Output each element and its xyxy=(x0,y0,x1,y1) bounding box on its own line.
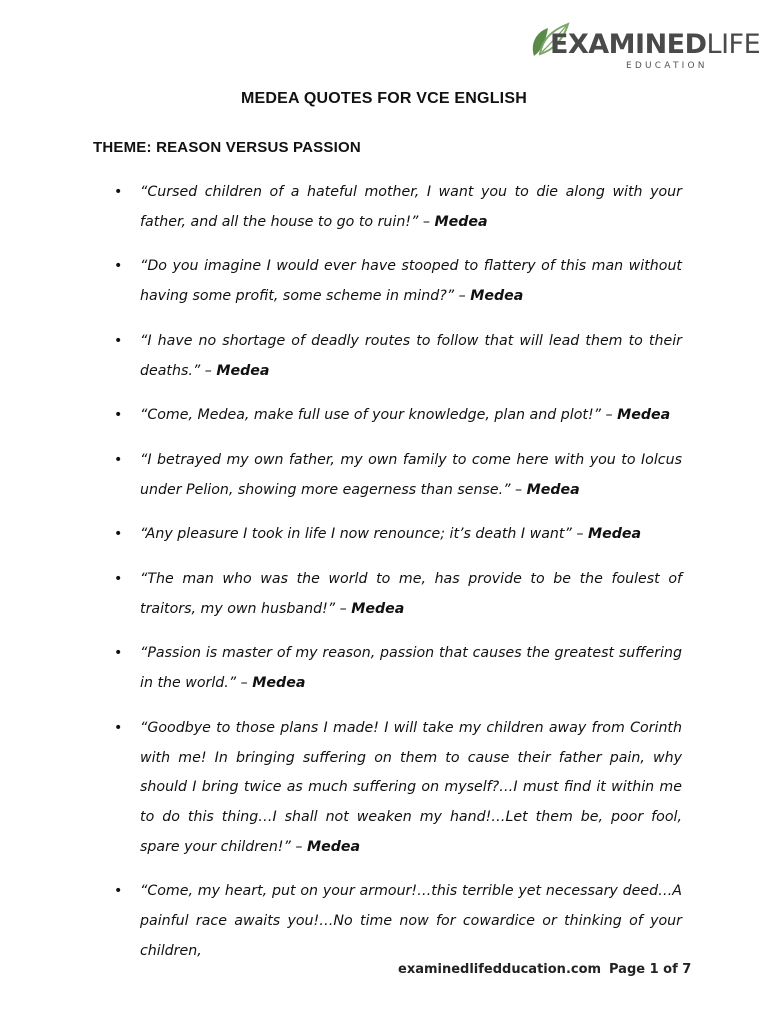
quote-item xyxy=(112,401,682,431)
quote-text: “Goodbye to those plans I made! I will take my children away from Corinth with me! In bringing suffering on them to cause their father pain, why should I bring twice as much suffering on myself?…I must find it within me to do this thing…I shall not weaken my hand!…Let them be, poor fool, spare your children!” xyxy=(140,719,682,855)
quote-speaker: Medea xyxy=(526,481,580,498)
quote-separator: – xyxy=(571,526,588,543)
quote-speaker: Medea xyxy=(434,213,488,230)
quote-text: “The man who was the world to me, has provide to be the foulest of traitors, my own husband!” xyxy=(140,571,682,617)
quote-separator: – xyxy=(290,838,307,855)
quote-text: “I have no shortage of deadly routes to follow that will lead them to their deaths.” xyxy=(140,332,682,379)
quote-text: “Come, Medea, make full use of your knowledge, plan and plot!” xyxy=(140,407,601,424)
quote-item xyxy=(112,714,682,863)
logo-word-light: LIFE xyxy=(706,29,761,60)
quote-speaker: Medea xyxy=(351,600,405,617)
footer-page-number: Page 1 of 7 xyxy=(609,962,692,977)
quote-text: “Do you imagine I would ever have stooped to flattery of this man without having some profit, some scheme in mind?” xyxy=(140,258,682,305)
quote-item xyxy=(112,446,682,505)
brand-logo xyxy=(528,18,761,74)
quote-speaker: Medea xyxy=(252,675,306,692)
quote-text: “Cursed children of a hateful mother, I want you to die along with your father, and all the house to go to ruin!” xyxy=(140,184,682,230)
logo-subtitle: EDUCATION xyxy=(626,61,708,71)
quote-separator: – xyxy=(236,675,253,692)
quote-text: “Come, my heart, put on your armour!…this terrible yet necessary deed…A painful race awaits you!…No time now for cowardice or thinking of your children, xyxy=(140,883,682,959)
quote-item xyxy=(112,327,682,386)
quote-speaker: Medea xyxy=(216,362,270,379)
quote-list xyxy=(112,178,682,981)
quote-separator: – xyxy=(454,288,471,305)
quote-item xyxy=(112,178,682,237)
quote-text: “Any pleasure I took in life I now renounce; it’s death I want” xyxy=(140,526,572,543)
quote-separator: – xyxy=(600,407,618,424)
quote-speaker: Medea xyxy=(617,407,671,424)
quote-separator: – xyxy=(510,481,527,498)
quote-item xyxy=(112,252,682,311)
quote-item xyxy=(112,639,682,698)
quote-item xyxy=(112,520,682,550)
quote-speaker: Medea xyxy=(587,526,642,543)
document-title: MEDEA QUOTES FOR VCE ENGLISH xyxy=(241,90,527,107)
quote-separator: – xyxy=(418,213,435,230)
footer-website: examinedlifedducation.com xyxy=(398,962,602,977)
quote-text: “Passion is master of my reason, passion that causes the greatest suffering in the world.” xyxy=(140,645,682,692)
logo-wordmark xyxy=(550,30,760,60)
quote-item xyxy=(112,565,682,624)
quote-speaker: Medea xyxy=(470,288,524,305)
quote-separator: – xyxy=(200,362,217,379)
quote-separator: – xyxy=(335,600,352,617)
quote-text: “I betrayed my own father, my own family to come here with you to Iolcus under Pelion, showing more eagerness than sense.” xyxy=(140,451,682,498)
logo-word-bold: EXAMINED xyxy=(550,29,707,60)
quote-speaker: Medea xyxy=(306,838,361,855)
quote-item xyxy=(112,877,682,966)
theme-heading: THEME: REASON VERSUS PASSION xyxy=(93,139,361,156)
